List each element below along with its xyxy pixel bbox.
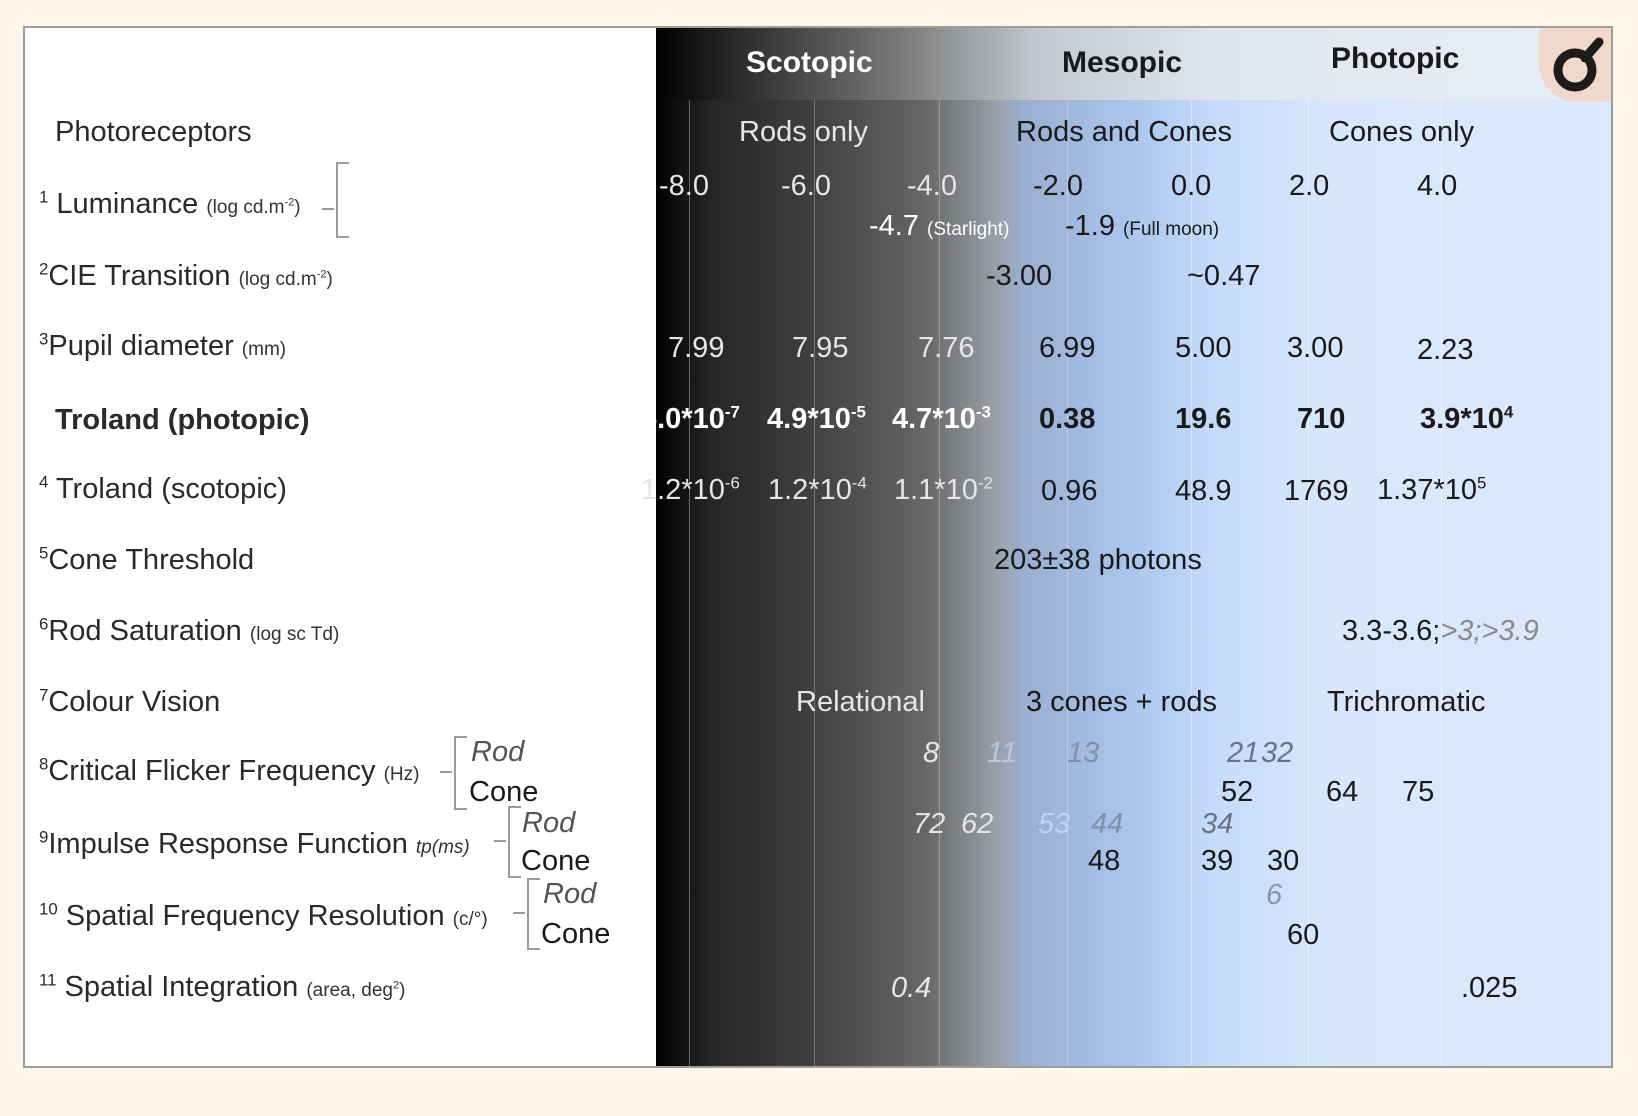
- pupil-value: 2.23: [1417, 334, 1474, 366]
- irf-rod-value: 34: [1201, 808, 1234, 840]
- troland-scotopic-value: $1.37*10^5$: [1377, 473, 1487, 506]
- irf-cone-value: 39: [1201, 845, 1234, 877]
- luminance-value: -2.0: [1033, 170, 1083, 202]
- troland-photopic-value: 0.38: [1039, 403, 1096, 435]
- cff-cone-value: 64: [1326, 776, 1359, 808]
- row-label-troland-scotopic: $^4$ Troland (scotopic): [39, 472, 287, 505]
- irf-rod-value: 62: [961, 808, 994, 840]
- spatial-integration-value: 0.4: [891, 972, 932, 1004]
- pupil-value: 3.00: [1287, 332, 1344, 364]
- gridline: [1067, 100, 1068, 1066]
- cff-rod-value: 13: [1067, 737, 1100, 769]
- cff-bracket: [454, 736, 467, 810]
- sfr-cone-value: 60: [1287, 919, 1320, 951]
- logo-magnifier-icon: [1539, 28, 1611, 102]
- troland-photopic-value: $3.9*10^4$: [1420, 402, 1514, 435]
- cell-rods-and-cones: Rods and Cones: [1016, 116, 1233, 148]
- troland-scotopic-value: 0.96: [1041, 475, 1098, 507]
- row-label-impulse-response-function: $^9$Impulse Response Function tp(ms): [39, 827, 470, 860]
- troland-photopic-value: $5.0*10^{-7}$: [641, 402, 740, 435]
- cff-rod-value: 8: [923, 737, 940, 769]
- row-label-photoreceptors: Photoreceptors: [55, 116, 252, 148]
- row-label-pupil-diameter: $^3$Pupil diameter (mm): [39, 329, 287, 362]
- gridline: [1441, 100, 1442, 1066]
- cff-cone-value: 52: [1221, 776, 1254, 808]
- row-label-cone-threshold: $^5$Cone Threshold: [39, 543, 255, 576]
- cie-value: ~0.47: [1187, 260, 1261, 292]
- irf-cone-label: Cone: [521, 845, 591, 877]
- troland-scotopic-value: $1.2*10^{-6}$: [641, 473, 740, 506]
- sfr-rod-label: Rod: [543, 878, 597, 910]
- gridline: [814, 100, 815, 1066]
- header-scotopic: Scotopic: [746, 46, 873, 79]
- colour-vision-value: Trichromatic: [1327, 686, 1486, 718]
- troland-scotopic-value: $1.1*10^{-2}$: [894, 473, 993, 506]
- row-label-rod-saturation: $^6$Rod Saturation (log sc Td): [39, 614, 340, 647]
- row-label-troland-photopic: Troland (photopic): [55, 404, 310, 436]
- marker-starlight: -4.7 (Starlight): [869, 210, 1010, 242]
- cie-value: -3.00: [986, 260, 1053, 292]
- logo-badge: [1539, 28, 1611, 102]
- cell-cones-only: Cones only: [1329, 116, 1475, 148]
- troland-photopic-value: $4.7*10^{-3}$: [892, 402, 991, 435]
- row-label-colour-vision: $^7$Colour Vision: [39, 685, 221, 718]
- troland-scotopic-value: 1769: [1284, 475, 1349, 507]
- troland-photopic-value: $4.9*10^{-5}$: [767, 402, 866, 435]
- luminance-value: -6.0: [781, 170, 831, 202]
- troland-photopic-value: 19.6: [1175, 403, 1232, 435]
- pupil-value: 7.99: [668, 332, 725, 364]
- cff-cone-value: 75: [1402, 776, 1435, 808]
- pupil-value: 7.95: [792, 332, 849, 364]
- gridline: [1191, 100, 1192, 1066]
- irf-cone-value: 30: [1267, 845, 1300, 877]
- cff-rod-value: 32: [1261, 737, 1294, 769]
- cff-rod-value: 11: [987, 737, 1018, 769]
- luminance-value: 0.0: [1171, 170, 1212, 202]
- row-label-cie-transition: $^2$CIE Transition (log $cd.m^{-2}$): [39, 259, 333, 292]
- vision-range-table: [23, 26, 1613, 1068]
- irf-rod-value: 44: [1091, 808, 1124, 840]
- cff-rod-value: 21: [1227, 737, 1260, 769]
- pupil-value: 7.76: [918, 332, 975, 364]
- row-label-spatial-integration: $^{11}$ Spatial Integration (area, deg$^2$): [39, 970, 406, 1003]
- cone-threshold-value: 203±38 photons: [994, 544, 1202, 576]
- colour-vision-value: Relational: [796, 686, 925, 718]
- sfr-bracket: [527, 878, 540, 950]
- luminance-value: -8.0: [659, 170, 709, 202]
- luminance-value: -4.0: [907, 170, 957, 202]
- header-mesopic: Mesopic: [1062, 46, 1183, 79]
- irf-bracket: [508, 806, 521, 878]
- irf-cone-value: 48: [1088, 845, 1121, 877]
- luminance-bracket: [336, 162, 349, 238]
- spatial-integration-value: .025: [1461, 972, 1518, 1004]
- marker-full-moon: -1.9 (Full moon): [1065, 210, 1220, 242]
- row-label-luminance: $^1$ Luminance (log $cd.m^{-2}$): [39, 187, 301, 220]
- row-label-spatial-frequency-resolution: $^{10}$ Spatial Frequency Resolution (c/°): [39, 899, 488, 932]
- troland-scotopic-value: 48.9: [1175, 475, 1232, 507]
- luminance-value: 2.0: [1289, 170, 1330, 202]
- gridline: [689, 100, 690, 1066]
- cell-rods-only: Rods only: [739, 116, 868, 148]
- rod-saturation-value: 3.3-3.6;>3;>3.9: [1342, 615, 1539, 647]
- sfr-cone-label: Cone: [541, 918, 611, 950]
- cff-rod-label: Rod: [471, 736, 525, 768]
- header-photopic: Photopic: [1331, 42, 1460, 75]
- pupil-value: 5.00: [1175, 332, 1232, 364]
- gridline: [939, 100, 940, 1066]
- pupil-value: 6.99: [1039, 332, 1096, 364]
- irf-rod-value: 72: [913, 808, 946, 840]
- irf-rod-value: 53: [1038, 808, 1071, 840]
- sfr-rod-value: 6: [1266, 879, 1283, 911]
- troland-scotopic-value: $1.2*10^{-4}$: [768, 473, 867, 506]
- irf-rod-label: Rod: [522, 807, 576, 839]
- cff-cone-label: Cone: [469, 776, 539, 808]
- luminance-value: 4.0: [1417, 170, 1458, 202]
- troland-photopic-value: 710: [1297, 403, 1346, 435]
- row-label-critical-flicker-frequency: $^8$Critical Flicker Frequency (Hz): [39, 754, 420, 787]
- colour-vision-value: 3 cones + rods: [1026, 686, 1218, 718]
